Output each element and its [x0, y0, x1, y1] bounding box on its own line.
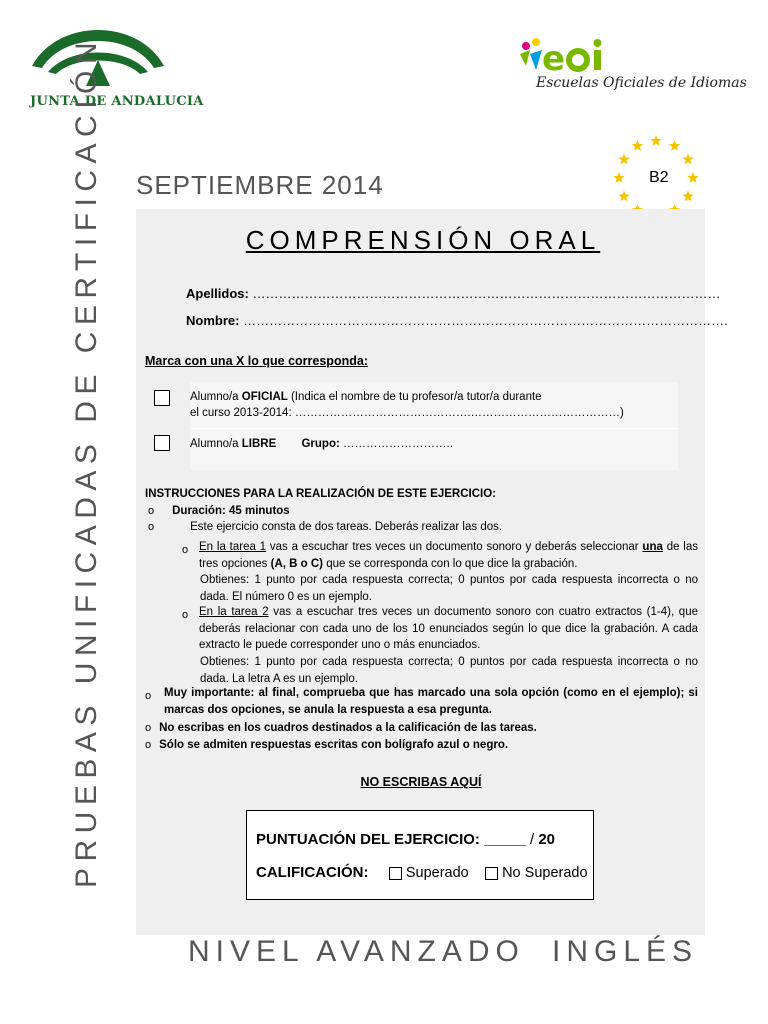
instructions-heading: INSTRUCCIONES PARA LA REALIZACIÓN DE ESTE EJERCICIO: — [145, 488, 496, 500]
apellidos-field[interactable] — [186, 286, 720, 301]
tarea2-text — [199, 604, 698, 654]
puntuacion-line — [256, 831, 555, 848]
footer-idioma: INGLÉS — [552, 935, 699, 968]
tarea1-c: que se corresponda con lo que dice la grabación. — [323, 557, 578, 570]
grupo-label: Grupo: — [301, 438, 340, 450]
superado-checkbox[interactable] — [389, 867, 402, 880]
nombre-dots: …………………………………………………………………………………………………. — [243, 313, 728, 328]
no-superado-option[interactable] — [485, 865, 587, 881]
oficial-option — [190, 389, 624, 421]
apellidos-label: Apellidos: — [186, 286, 249, 301]
no-superado-label: No Superado — [502, 865, 588, 881]
star-icon — [613, 172, 624, 183]
oficial-rest: (Indica el nombre de tu profesor/a tutor/a durante — [287, 391, 542, 403]
eoi-logo-text: Escuelas Oficiales de Idiomas — [536, 75, 747, 91]
marca-instruction — [145, 354, 368, 368]
junta-logo-text: JUNTA DE ANDALUCIA — [30, 94, 204, 109]
bullet-t2-mark: o — [182, 609, 189, 621]
tarea1-obtienes: Obtienes: 1 punto por cada respuesta correcta; 0 puntos por cada respuesta incorrecta o no dada. El número 0 es un ejemplo. — [200, 574, 698, 603]
libre-prefix: Alumno/a — [190, 438, 242, 450]
page-title: COMPRENSIÓN ORAL — [245, 225, 601, 255]
star-icon — [618, 191, 629, 202]
libre-bold: LIBRE — [241, 438, 277, 450]
puntuacion-label: PUNTUACIÓN DEL EJERCICIO: — [256, 831, 480, 848]
oficial-bold: OFICIAL — [241, 391, 288, 403]
puntuacion-blank[interactable]: _____ — [484, 831, 526, 848]
star-icon — [682, 154, 693, 165]
star-icon — [687, 172, 698, 183]
calificacion-label: CALIFICACIÓN: — [256, 864, 369, 881]
marca-colon: : — [363, 354, 368, 368]
tarea1-link: En la tarea 1 — [199, 541, 267, 553]
puntuacion-max: 20 — [538, 831, 556, 848]
footer-nivel: NIVEL AVANZADO — [188, 935, 525, 968]
no-superado-checkbox[interactable] — [485, 867, 498, 880]
oficial-line2: el curso 2013-2014: ……………………………………….…………………………………) — [190, 407, 624, 419]
exam-date: SEPTIEMBRE 2014 — [136, 170, 384, 200]
tarea2-link: En la tarea 2 — [199, 606, 269, 618]
tarea1-una: una — [642, 541, 663, 553]
star-icon — [669, 140, 680, 151]
bullet-solo: o Sólo se admiten respuestas escritas con bolígrafo azul o negro. — [145, 739, 509, 751]
tarea2-a: vas a escuchar tres veces un documento sonoro con cuatro extractos (1-4), que deberás relacionar con cada uno de los 10 enunciados según lo que dice la grabación. A cada extracto le puede corresponder uno o más enunciados. — [199, 606, 698, 651]
solo-text: Sólo se admiten respuestas escritas con bolígrafo azul o negro. — [159, 739, 509, 751]
importante-text: Muy importante: al final, comprueba que has marcado una sola opción (como en el ejemplo); si marcas dos opciones, se anula la respuesta a esa pregunta. — [164, 687, 698, 716]
tarea1-abc: (A, B o C) — [270, 557, 323, 570]
star-icon — [618, 154, 629, 165]
bullet-no-escribas: o No escribas en los cuadros destinados a la calificación de las tareas. — [145, 722, 537, 734]
superado-label: Superado — [405, 865, 469, 881]
nombre-label: Nombre: — [186, 313, 240, 328]
star-icon — [682, 191, 693, 202]
star-icon — [650, 135, 661, 146]
bullet-consta: o Este ejercicio consta de dos tareas. Deberás realizar las dos. — [148, 521, 503, 533]
tarea1-b: de las tres opciones — [199, 541, 699, 570]
oficial-prefix: Alumno/a — [190, 391, 242, 403]
bullet-duracion: o Duración: 45 minutos — [148, 505, 290, 517]
bullet-importante-mark: o — [145, 690, 152, 702]
tarea2-obtienes: Obtienes: 1 punto por cada respuesta correcta; 0 puntos por cada respuesta incorrecta o no dada. La letra A es un ejemplo. — [200, 656, 698, 685]
superado-option[interactable] — [389, 865, 469, 881]
marca-text: Marca con una X lo que corresponda — [145, 354, 364, 368]
no-escribas-text: No escribas en los cuadros destinados a la calificación de las tareas. — [159, 722, 537, 734]
calificacion-line — [256, 864, 588, 881]
score-box — [246, 810, 594, 900]
star-icon — [632, 140, 643, 151]
oficial-checkbox[interactable] — [154, 390, 170, 406]
bullet-t1-mark: o — [182, 544, 189, 556]
libre-option — [190, 436, 453, 452]
vertical-title: PRUEBAS UNIFICADAS DE CERTIFICACIÓN — [70, 35, 103, 888]
grupo-dots: ……………………….. — [339, 438, 453, 450]
libre-checkbox[interactable] — [154, 435, 170, 451]
level-badge: B2 — [649, 169, 669, 186]
svg-text:e: e — [542, 39, 566, 79]
duracion-text: Duración: 45 minutos — [172, 505, 290, 517]
tarea1-a: vas a escuchar tres veces un documento sonoro y deberás seleccionar — [266, 541, 643, 553]
consta-text: Este ejercicio consta de dos tareas. Deberás realizar las dos. — [190, 521, 503, 533]
puntuacion-slash: / — [529, 831, 535, 848]
tarea1-text — [199, 539, 698, 572]
apellidos-dots: ……………………………………………………………………………………………… — [252, 286, 721, 301]
nombre-field[interactable] — [186, 313, 728, 328]
no-escribas-aqui: NO ESCRIBAS AQUÍ — [360, 775, 482, 789]
